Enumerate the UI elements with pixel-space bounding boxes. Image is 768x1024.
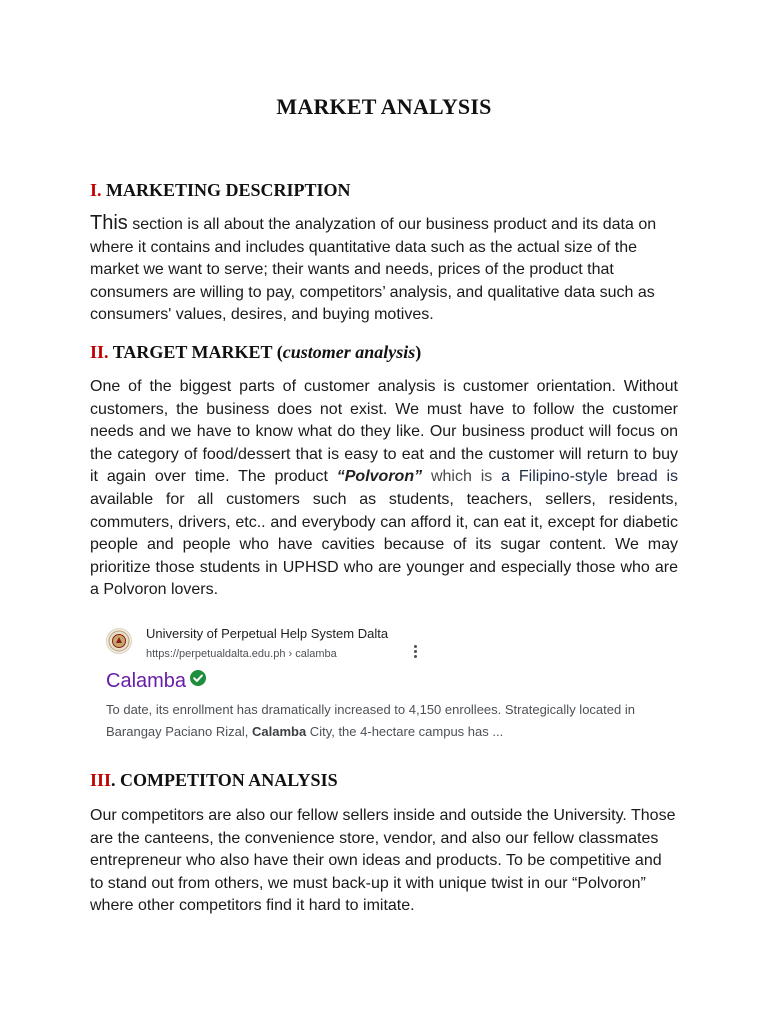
product-name: “Polvoron” [336,468,423,486]
paragraph-text: One of the biggest parts of customer analysis is customer orientation. Without customers, the business does not exist. We must have to follow the customer needs and we have to know what do they like. Our business product will focus on the category of food/dessert that is easy to eat and the customer will return to buy it again over time. The product [90,378,678,486]
search-result-title[interactable] [106,670,206,693]
competition-analysis-paragraph: Our competitors are also our fellow sellers inside and outside the University. Those are the canteens, the convenience store, vendor, and also our fellow classmates entrepreneur who also have their own ideas and products. To be competitive and to stand out from others, we must back-up it with unique twist in our “Polvoron” where other competitors find it hard to imitate. [90,807,676,915]
search-result-site-name[interactable]: University of Perpetual Help System Dalta [146,626,389,641]
section-title: . COMPETITON ANALYSIS [111,770,338,790]
marketing-description-paragraph [90,212,678,327]
search-result-snippet [106,699,686,743]
paragraph-text: section is all about the analyzation of our business product and its data on where it contains and includes quantitative data such as the actual size of the market we want to serve; their wants and needs, prices of the product that consumers are willing to pay, competitors’ analysis, and qualitative data such as consumers' values, desires, and buying motives. [90,216,657,324]
snippet-text-continued: City, the 4-hectare campus has ... [306,724,504,739]
section-number: III [90,770,112,790]
section-title-close: ) [415,342,422,362]
paragraph-text-bread: a Filipino-style bread is [492,468,679,486]
section-number: I. [90,180,102,200]
snippet-text: To date, its enrollment has dramatically increased to 4,150 enrollees. Strategically located in Barangay Paciano Rizal, [106,702,635,739]
university-seal-icon [106,628,132,654]
section-heading-marketing-description [90,180,351,201]
snippet-bold: Calamba [251,724,307,739]
section-number: II. [90,342,109,362]
page-title: MARKET ANALYSIS [276,94,492,119]
section-heading-target-market [90,342,421,363]
section-heading-competition-analysis [90,770,338,791]
verified-check-icon [190,670,206,686]
more-vert-icon[interactable] [410,643,420,661]
paragraph-text-continued: available for all customers such as students, teachers, sellers, residents, commuters, drivers, etc.. and everybody can afford it, can eat it, except for diabetic people and people who have cavities because of its sugar content. We may prioritize those students in UPHSD who are younger and especially those who are a Polvoron lovers. [90,490,678,599]
target-market-paragraph [90,376,678,602]
section-title: MARKETING DESCRIPTION [106,180,351,200]
search-result-url[interactable]: https://perpetualdalta.edu.ph › calamba [146,648,337,660]
first-word: This [90,212,128,234]
search-result-title-text[interactable]: Calamba [106,670,187,692]
paragraph-text-which: which is [422,468,493,486]
section-title-italic: customer analysis [282,342,416,362]
section-title: TARGET MARKET ( [112,342,283,362]
